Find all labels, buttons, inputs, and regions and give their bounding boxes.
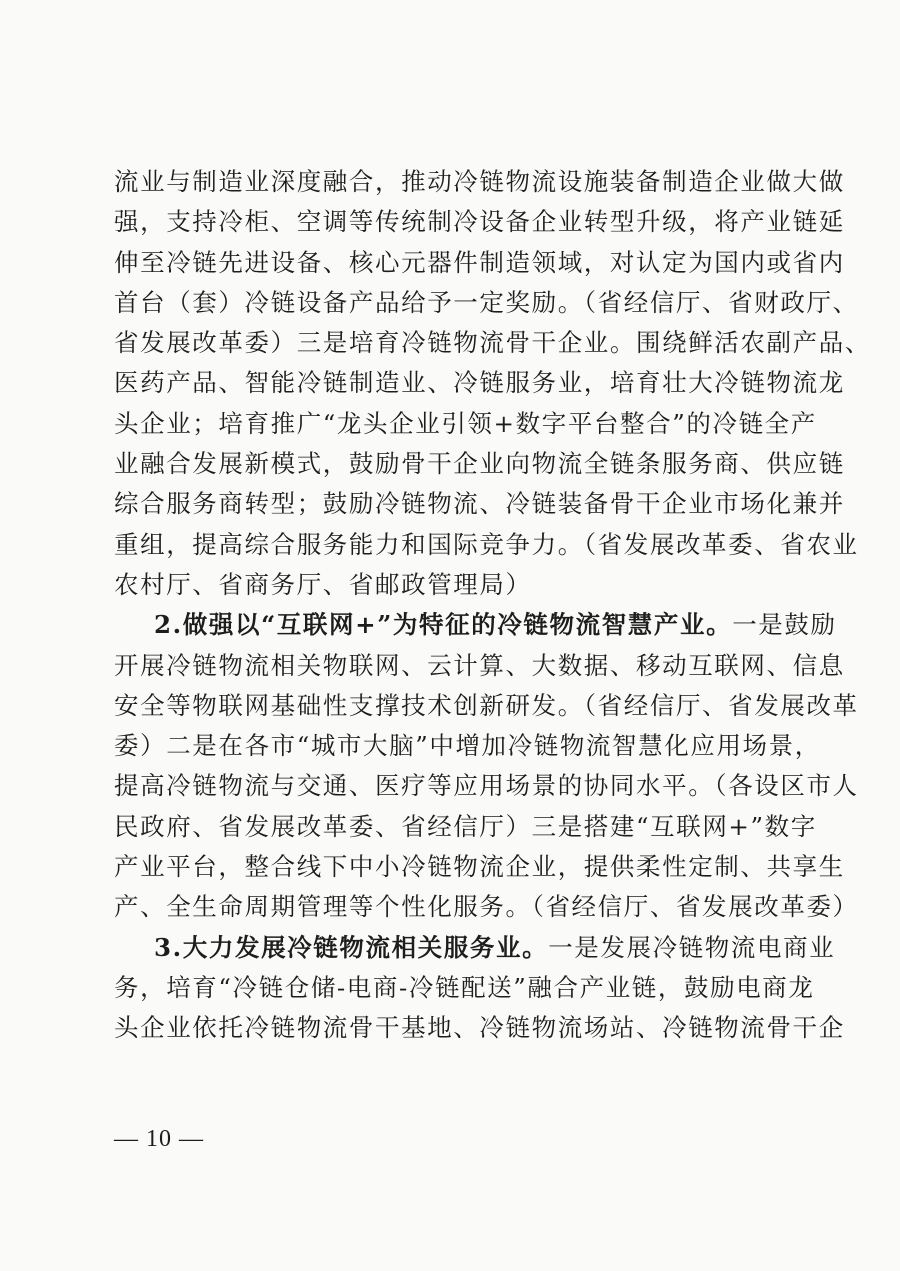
line-text: 首台（套）冷链设备产品给予一定奖励。（省经信厅、省财政厅、	[114, 287, 859, 317]
line-text: 农村厅、省商务厅、省邮政管理局）	[114, 569, 532, 599]
line-text: 省发展改革委）三是培育冷链物流骨干企业。围绕鲜活农副产品、	[114, 328, 871, 358]
text-line	[114, 605, 837, 645]
text-line	[114, 525, 859, 565]
text-line	[114, 565, 784, 605]
line-text: 提高冷链物流与交通、医疗等应用场景的协同水平。（各设区市人	[114, 771, 859, 801]
section-heading: 3.大力发展冷链物流相关服务业。	[154, 932, 549, 962]
text-line	[114, 484, 845, 524]
text-line	[114, 686, 859, 726]
line-text: 安全等物联网基础性支撑技术创新研发。（省经信厅、省发展改革	[114, 690, 859, 720]
text-line	[114, 726, 821, 766]
line-text: 一是鼓励	[732, 610, 837, 640]
text-line	[114, 766, 859, 806]
body-text	[114, 162, 871, 1049]
line-text: 一是发展冷链物流电商业	[548, 932, 836, 962]
line-text: 伸至冷链先进设备、核心元器件制造领域，对认定为国内或省内	[114, 247, 845, 277]
text-line	[114, 202, 845, 242]
line-text: 综合服务商转型；鼓励冷链物流、冷链装备骨干企业市场化兼并	[114, 489, 845, 519]
text-line	[114, 928, 836, 968]
text-line	[114, 1008, 845, 1048]
line-text: 务，培育“冷链仓储-电商-冷链配送”融合产业链，鼓励电商龙	[114, 972, 815, 1002]
text-line	[114, 807, 817, 847]
text-line	[114, 162, 845, 202]
section-heading: 2.做强以“互联网+”为特征的冷链物流智慧产业。	[154, 610, 733, 640]
line-text: 头企业依托冷链物流骨干基地、冷链物流场站、冷链物流骨干企	[114, 1013, 845, 1043]
line-text: 民政府、省发展改革委、省经信厅）三是搭建“互联网+”数字	[114, 811, 817, 841]
text-line	[114, 847, 845, 887]
line-text: 强，支持冷柜、空调等传统制冷设备企业转型升级，将产业链延	[114, 207, 845, 237]
line-text: 开展冷链物流相关物联网、云计算、大数据、移动互联网、信息	[114, 650, 845, 680]
text-line	[114, 404, 817, 444]
line-text: 医药产品、智能冷链制造业、冷链服务业，培育壮大冷链物流龙	[114, 368, 845, 398]
text-line	[114, 968, 815, 1008]
line-text: 产、全生命周期管理等个性化服务。（省经信厅、省发展改革委）	[114, 892, 859, 922]
line-text: 重组，提高综合服务能力和国际竞争力。（省发展改革委、省农业	[114, 529, 859, 559]
text-line	[114, 646, 845, 686]
page-number: — 10 —	[114, 1126, 204, 1152]
line-text: 业融合发展新模式，鼓励骨干企业向物流全链条服务商、供应链	[114, 449, 845, 479]
text-line	[114, 444, 845, 484]
line-text: 流业与制造业深度融合，推动冷链物流设施装备制造企业做大做	[114, 167, 845, 196]
line-text: 头企业；培育推广“龙头企业引领+数字平台整合”的冷链全产	[114, 408, 817, 438]
line-text: 委）二是在各市“城市大脑”中增加冷链物流智慧化应用场景，	[114, 731, 821, 761]
text-line	[114, 243, 845, 283]
line-text: 产业平台，整合线下中小冷链物流企业，提供柔性定制、共享生	[114, 852, 845, 882]
text-line	[114, 283, 859, 323]
text-line	[114, 887, 859, 927]
text-line	[114, 323, 871, 363]
text-line	[114, 363, 845, 403]
